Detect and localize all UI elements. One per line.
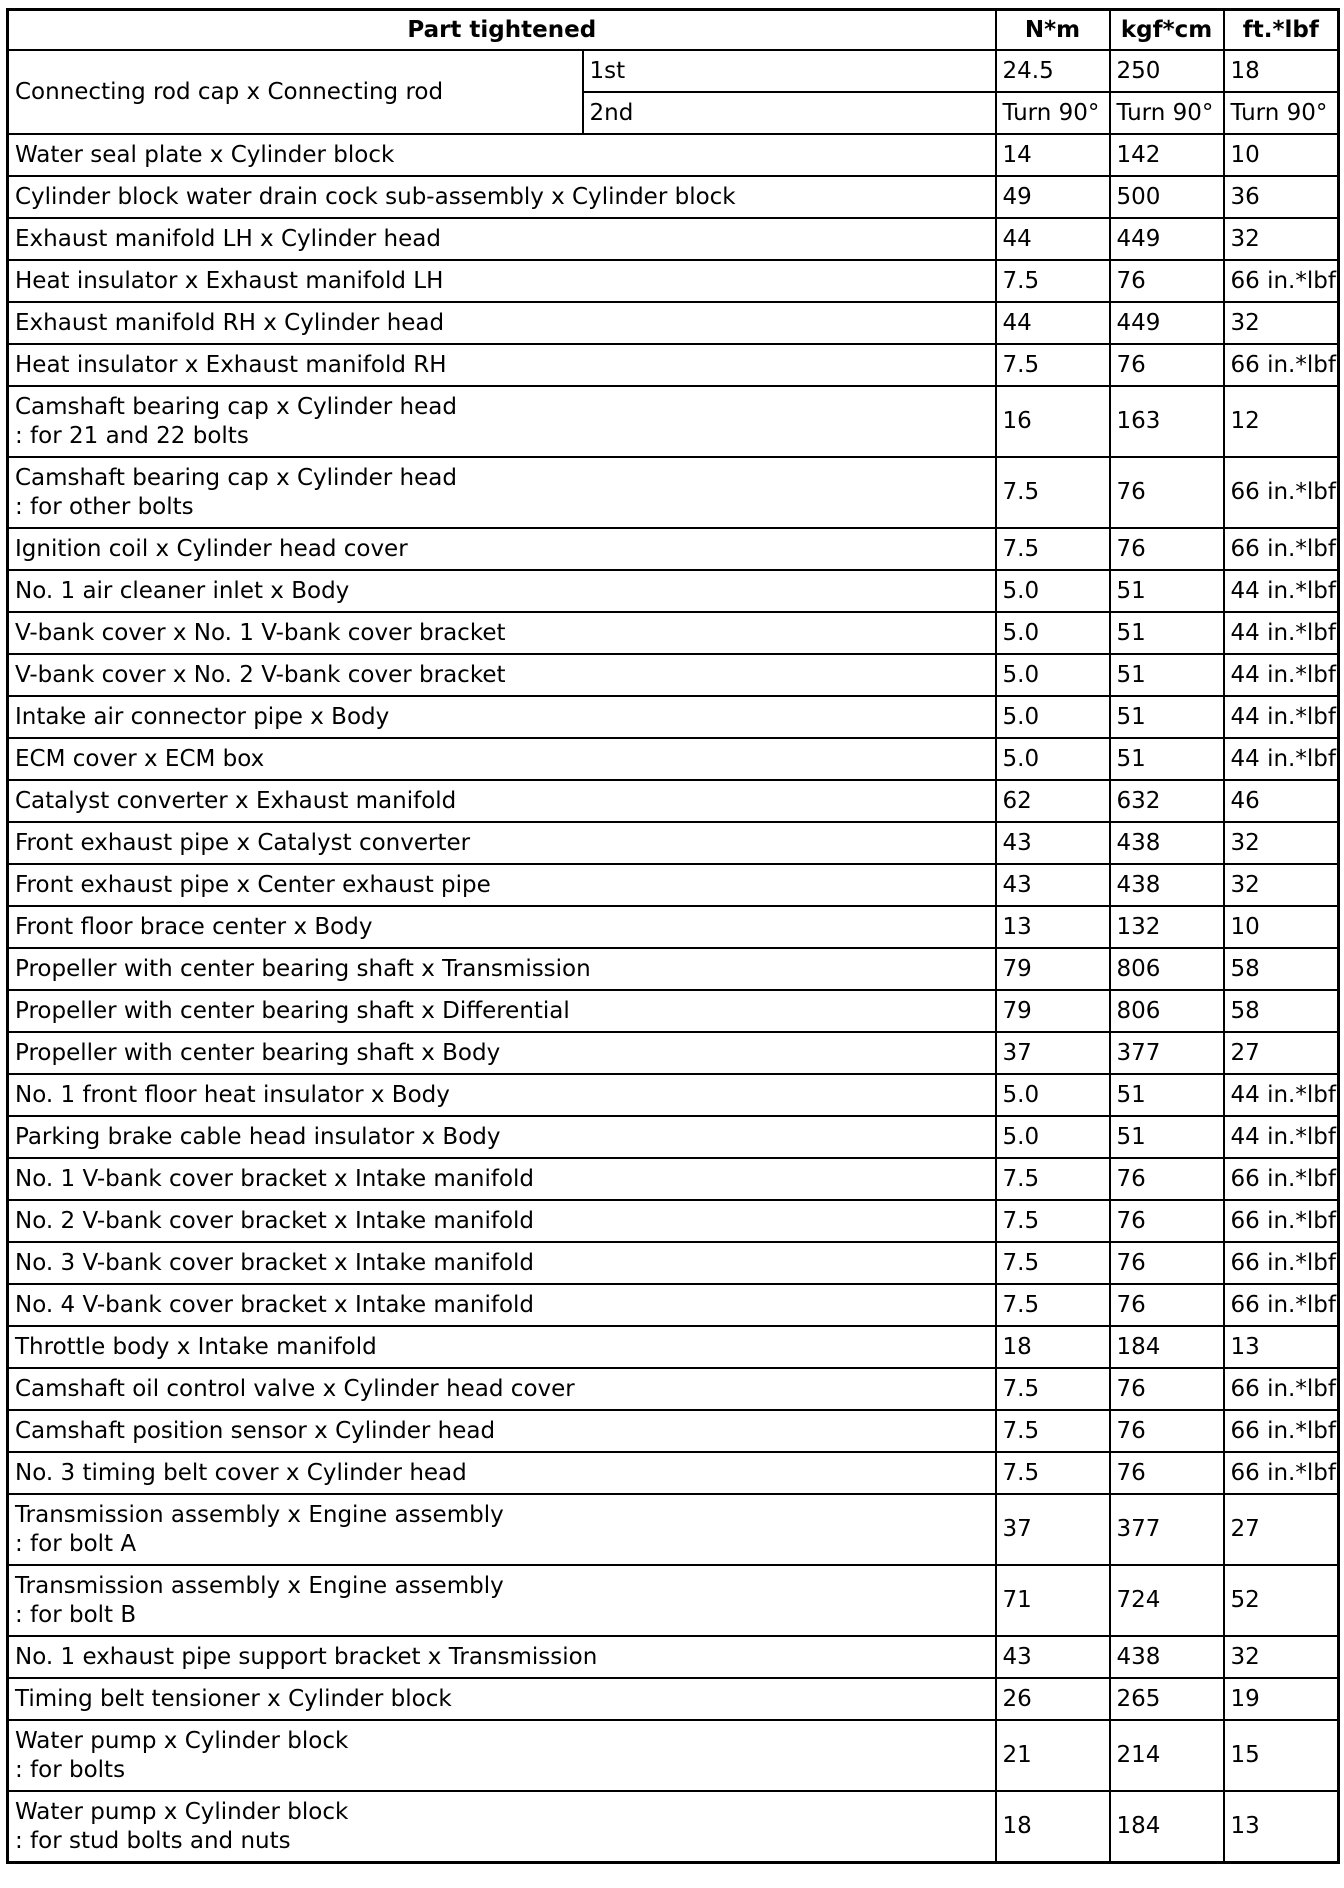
part-cell — [8, 864, 996, 906]
part-label: No. 1 front floor heat insulator x Body — [15, 1081, 450, 1108]
ft-lbf-cell: 27 — [1224, 1032, 1339, 1074]
part-cell — [8, 612, 996, 654]
part-label: ECM cover x ECM box — [15, 745, 265, 772]
kgf-cm-cell: 51 — [1110, 570, 1224, 612]
part-label: Transmission assembly x Engine assembly — [15, 1572, 504, 1599]
torque-spec-table — [6, 8, 1340, 1864]
part-note: : for bolt B — [15, 1601, 137, 1628]
nm-cell: 7.5 — [996, 457, 1110, 528]
ft-lbf-cell: 44 in.*lbf — [1224, 612, 1339, 654]
part-cell — [8, 1200, 996, 1242]
table-row — [8, 1452, 1339, 1494]
table-row — [8, 864, 1339, 906]
part-label: Exhaust manifold RH x Cylinder head — [15, 309, 445, 336]
part-cell — [8, 344, 996, 386]
part-label: Propeller with center bearing shaft x Body — [15, 1039, 501, 1066]
part-label: Transmission assembly x Engine assembly — [15, 1501, 504, 1528]
kgf-cm-cell: 76 — [1110, 1368, 1224, 1410]
kgf-cm-cell: 377 — [1110, 1032, 1224, 1074]
part-cell — [8, 1284, 996, 1326]
kgf-cm-cell: 806 — [1110, 948, 1224, 990]
header-nm: N*m — [996, 10, 1110, 51]
part-label: Water pump x Cylinder block — [15, 1727, 349, 1754]
part-label: Intake air connector pipe x Body — [15, 703, 390, 730]
nm-cell: 21 — [996, 1720, 1110, 1791]
part-label: Propeller with center bearing shaft x Differential — [15, 997, 570, 1024]
part-label: No. 2 V-bank cover bracket x Intake manifold — [15, 1207, 535, 1234]
nm-cell: 13 — [996, 906, 1110, 948]
ft-lbf-cell: 10 — [1224, 906, 1339, 948]
ft-lbf-cell: 66 in.*lbf — [1224, 457, 1339, 528]
part-cell — [8, 1720, 996, 1791]
part-label: No. 4 V-bank cover bracket x Intake manifold — [15, 1291, 535, 1318]
kgf-cm-cell: 438 — [1110, 822, 1224, 864]
table-row — [8, 1074, 1339, 1116]
nm-cell: 62 — [996, 780, 1110, 822]
part-cell — [8, 696, 996, 738]
kgf-cm-cell: 632 — [1110, 780, 1224, 822]
kgf-cm-cell: 76 — [1110, 457, 1224, 528]
part-cell — [8, 1494, 996, 1565]
part-cell — [8, 1032, 996, 1074]
table-row — [8, 528, 1339, 570]
table-row — [8, 50, 1339, 92]
kgf-cm-cell: 214 — [1110, 1720, 1224, 1791]
ft-lbf-cell: 27 — [1224, 1494, 1339, 1565]
part-cell — [8, 1678, 996, 1720]
kgf-cm-cell: 438 — [1110, 1636, 1224, 1678]
table-header-row — [8, 10, 1339, 51]
part-cell — [8, 134, 996, 176]
table-row — [8, 1791, 1339, 1863]
torque-spec-sheet — [6, 8, 1337, 1864]
nm-cell: 5.0 — [996, 738, 1110, 780]
part-label: Parking brake cable head insulator x Body — [15, 1123, 501, 1150]
table-row — [8, 906, 1339, 948]
ft-lbf-cell: 19 — [1224, 1678, 1339, 1720]
table-row — [8, 457, 1339, 528]
kgf-cm-cell: 76 — [1110, 1284, 1224, 1326]
nm-cell: 43 — [996, 864, 1110, 906]
part-label: No. 3 timing belt cover x Cylinder head — [15, 1459, 467, 1486]
table-row — [8, 1565, 1339, 1636]
nm-cell: 5.0 — [996, 1116, 1110, 1158]
kgf-cm-cell: 250 — [1110, 50, 1224, 92]
table-row — [8, 654, 1339, 696]
ft-lbf-cell: 44 in.*lbf — [1224, 696, 1339, 738]
kgf-cm-cell: 265 — [1110, 1678, 1224, 1720]
part-label: Throttle body x Intake manifold — [15, 1333, 377, 1360]
nm-cell: 7.5 — [996, 260, 1110, 302]
table-row — [8, 1158, 1339, 1200]
table-row — [8, 386, 1339, 457]
nm-cell: 79 — [996, 990, 1110, 1032]
part-label: Camshaft position sensor x Cylinder head — [15, 1417, 496, 1444]
kgf-cm-cell: 184 — [1110, 1791, 1224, 1863]
nm-cell: 44 — [996, 218, 1110, 260]
nm-cell: 43 — [996, 822, 1110, 864]
part-note: : for other bolts — [15, 493, 194, 520]
part-label: Exhaust manifold LH x Cylinder head — [15, 225, 441, 252]
nm-cell: 7.5 — [996, 1284, 1110, 1326]
part-label: Heat insulator x Exhaust manifold RH — [15, 351, 447, 378]
ft-lbf-cell: 66 in.*lbf — [1224, 1410, 1339, 1452]
table-row — [8, 1200, 1339, 1242]
ft-lbf-cell: 58 — [1224, 990, 1339, 1032]
part-cell — [8, 738, 996, 780]
table-row — [8, 1284, 1339, 1326]
table-row — [8, 1720, 1339, 1791]
part-cell — [8, 990, 996, 1032]
kgf-cm-cell: 163 — [1110, 386, 1224, 457]
nm-cell: Turn 90° — [996, 92, 1110, 134]
part-label: Camshaft bearing cap x Cylinder head — [15, 393, 457, 420]
part-label: No. 3 V-bank cover bracket x Intake manifold — [15, 1249, 535, 1276]
part-label: Timing belt tensioner x Cylinder block — [15, 1685, 452, 1712]
table-body — [8, 50, 1339, 1863]
ft-lbf-cell: 66 in.*lbf — [1224, 1452, 1339, 1494]
nm-cell: 7.5 — [996, 1452, 1110, 1494]
table-row — [8, 1242, 1339, 1284]
part-cell — [8, 260, 996, 302]
table-row — [8, 1410, 1339, 1452]
ft-lbf-cell: 52 — [1224, 1565, 1339, 1636]
part-cell — [8, 948, 996, 990]
ft-lbf-cell: 32 — [1224, 864, 1339, 906]
part-label: Cylinder block water drain cock sub-assembly x Cylinder block — [15, 183, 736, 210]
nm-cell: 7.5 — [996, 1410, 1110, 1452]
table-row — [8, 780, 1339, 822]
part-label: Front floor brace center x Body — [15, 913, 373, 940]
part-label: Camshaft oil control valve x Cylinder head cover — [15, 1375, 575, 1402]
nm-cell: 7.5 — [996, 1158, 1110, 1200]
part-label: Propeller with center bearing shaft x Transmission — [15, 955, 591, 982]
part-cell — [8, 176, 996, 218]
kgf-cm-cell: 76 — [1110, 344, 1224, 386]
ft-lbf-cell: 66 in.*lbf — [1224, 1200, 1339, 1242]
table-row — [8, 218, 1339, 260]
table-row — [8, 1116, 1339, 1158]
part-label: Front exhaust pipe x Catalyst converter — [15, 829, 471, 856]
ft-lbf-cell: 66 in.*lbf — [1224, 1242, 1339, 1284]
part-label: Water seal plate x Cylinder block — [15, 141, 395, 168]
ft-lbf-cell: Turn 90° — [1224, 92, 1339, 134]
ft-lbf-cell: 13 — [1224, 1326, 1339, 1368]
kgf-cm-cell: 806 — [1110, 990, 1224, 1032]
part-cell — [8, 1791, 996, 1863]
kgf-cm-cell: 132 — [1110, 906, 1224, 948]
ft-lbf-cell: 36 — [1224, 176, 1339, 218]
kgf-cm-cell: 76 — [1110, 1158, 1224, 1200]
kgf-cm-cell: 724 — [1110, 1565, 1224, 1636]
part-cell — [8, 457, 996, 528]
nm-cell: 7.5 — [996, 344, 1110, 386]
part-cell — [8, 1326, 996, 1368]
step-cell: 1st — [583, 50, 996, 92]
nm-cell: 7.5 — [996, 1242, 1110, 1284]
ft-lbf-cell: 66 in.*lbf — [1224, 1284, 1339, 1326]
nm-cell: 26 — [996, 1678, 1110, 1720]
kgf-cm-cell: 76 — [1110, 528, 1224, 570]
part-note: : for bolts — [15, 1756, 126, 1783]
ft-lbf-cell: 32 — [1224, 302, 1339, 344]
kgf-cm-cell: 51 — [1110, 1074, 1224, 1116]
part-cell — [8, 1636, 996, 1678]
part-cell — [8, 654, 996, 696]
kgf-cm-cell: 51 — [1110, 696, 1224, 738]
part-cell — [8, 1565, 996, 1636]
kgf-cm-cell: Turn 90° — [1110, 92, 1224, 134]
part-cell — [8, 1368, 996, 1410]
ft-lbf-cell: 44 in.*lbf — [1224, 654, 1339, 696]
ft-lbf-cell: 12 — [1224, 386, 1339, 457]
part-cell — [8, 218, 996, 260]
part-label: No. 1 air cleaner inlet x Body — [15, 577, 350, 604]
ft-lbf-cell: 46 — [1224, 780, 1339, 822]
kgf-cm-cell: 76 — [1110, 260, 1224, 302]
table-row — [8, 1326, 1339, 1368]
nm-cell: 49 — [996, 176, 1110, 218]
nm-cell: 43 — [996, 1636, 1110, 1678]
table-row — [8, 990, 1339, 1032]
step-cell: 2nd — [583, 92, 996, 134]
part-note: : for 21 and 22 bolts — [15, 422, 249, 449]
part-cell — [8, 1158, 996, 1200]
part-cell — [8, 386, 996, 457]
part-label: Front exhaust pipe x Center exhaust pipe — [15, 871, 491, 898]
kgf-cm-cell: 51 — [1110, 654, 1224, 696]
part-note: : for stud bolts and nuts — [15, 1827, 291, 1854]
part-cell — [8, 1074, 996, 1116]
kgf-cm-cell: 76 — [1110, 1200, 1224, 1242]
part-cell — [8, 906, 996, 948]
kgf-cm-cell: 76 — [1110, 1242, 1224, 1284]
table-row — [8, 1494, 1339, 1565]
nm-cell: 37 — [996, 1494, 1110, 1565]
part-label: Camshaft bearing cap x Cylinder head — [15, 464, 457, 491]
part-label: V-bank cover x No. 1 V-bank cover bracket — [15, 619, 506, 646]
kgf-cm-cell: 449 — [1110, 302, 1224, 344]
part-cell — [8, 528, 996, 570]
nm-cell: 5.0 — [996, 570, 1110, 612]
part-label: Heat insulator x Exhaust manifold LH — [15, 267, 444, 294]
part-cell — [8, 1116, 996, 1158]
part-cell — [8, 822, 996, 864]
part-label: Catalyst converter x Exhaust manifold — [15, 787, 457, 814]
kgf-cm-cell: 142 — [1110, 134, 1224, 176]
header-kgf-cm: kgf*cm — [1110, 10, 1224, 51]
part-note: : for bolt A — [15, 1530, 137, 1557]
ft-lbf-cell: 13 — [1224, 1791, 1339, 1863]
kgf-cm-cell: 51 — [1110, 612, 1224, 654]
kgf-cm-cell: 51 — [1110, 738, 1224, 780]
part-cell — [8, 780, 996, 822]
kgf-cm-cell: 76 — [1110, 1452, 1224, 1494]
table-row — [8, 612, 1339, 654]
table-row — [8, 1368, 1339, 1410]
ft-lbf-cell: 66 in.*lbf — [1224, 260, 1339, 302]
part-label: Ignition coil x Cylinder head cover — [15, 535, 408, 562]
ft-lbf-cell: 66 in.*lbf — [1224, 344, 1339, 386]
part-label: V-bank cover x No. 2 V-bank cover bracket — [15, 661, 506, 688]
ft-lbf-cell: 44 in.*lbf — [1224, 1116, 1339, 1158]
kgf-cm-cell: 449 — [1110, 218, 1224, 260]
kgf-cm-cell: 377 — [1110, 1494, 1224, 1565]
nm-cell: 14 — [996, 134, 1110, 176]
nm-cell: 16 — [996, 386, 1110, 457]
table-row — [8, 738, 1339, 780]
nm-cell: 37 — [996, 1032, 1110, 1074]
table-row — [8, 302, 1339, 344]
table-row — [8, 570, 1339, 612]
ft-lbf-cell: 66 in.*lbf — [1224, 1158, 1339, 1200]
part-cell — [8, 570, 996, 612]
part-label: No. 1 exhaust pipe support bracket x Transmission — [15, 1643, 598, 1670]
table-row — [8, 1636, 1339, 1678]
kgf-cm-cell: 76 — [1110, 1410, 1224, 1452]
nm-cell: 5.0 — [996, 654, 1110, 696]
table-row — [8, 176, 1339, 218]
table-row — [8, 1678, 1339, 1720]
ft-lbf-cell: 32 — [1224, 1636, 1339, 1678]
nm-cell: 44 — [996, 302, 1110, 344]
table-row — [8, 344, 1339, 386]
nm-cell: 7.5 — [996, 528, 1110, 570]
ft-lbf-cell: 58 — [1224, 948, 1339, 990]
nm-cell: 18 — [996, 1326, 1110, 1368]
part-cell — [8, 1242, 996, 1284]
kgf-cm-cell: 184 — [1110, 1326, 1224, 1368]
ft-lbf-cell: 32 — [1224, 218, 1339, 260]
ft-lbf-cell: 32 — [1224, 822, 1339, 864]
kgf-cm-cell: 51 — [1110, 1116, 1224, 1158]
ft-lbf-cell: 18 — [1224, 50, 1339, 92]
ft-lbf-cell: 66 in.*lbf — [1224, 1368, 1339, 1410]
table-row — [8, 948, 1339, 990]
nm-cell: 79 — [996, 948, 1110, 990]
table-row — [8, 822, 1339, 864]
nm-cell: 7.5 — [996, 1368, 1110, 1410]
ft-lbf-cell: 44 in.*lbf — [1224, 570, 1339, 612]
kgf-cm-cell: 500 — [1110, 176, 1224, 218]
ft-lbf-cell: 10 — [1224, 134, 1339, 176]
ft-lbf-cell: 44 in.*lbf — [1224, 738, 1339, 780]
header-part-tightened: Part tightened — [8, 10, 996, 51]
nm-cell: 71 — [996, 1565, 1110, 1636]
ft-lbf-cell: 66 in.*lbf — [1224, 528, 1339, 570]
nm-cell: 5.0 — [996, 696, 1110, 738]
part-cell — [8, 1410, 996, 1452]
nm-cell: 7.5 — [996, 1200, 1110, 1242]
nm-cell: 18 — [996, 1791, 1110, 1863]
header-ft-lbf: ft.*lbf — [1224, 10, 1339, 51]
part-cell: Connecting rod cap x Connecting rod — [8, 50, 583, 134]
nm-cell: 5.0 — [996, 1074, 1110, 1116]
kgf-cm-cell: 438 — [1110, 864, 1224, 906]
table-row — [8, 1032, 1339, 1074]
part-label: No. 1 V-bank cover bracket x Intake manifold — [15, 1165, 535, 1192]
table-row — [8, 134, 1339, 176]
part-cell — [8, 1452, 996, 1494]
nm-cell: 24.5 — [996, 50, 1110, 92]
nm-cell: 5.0 — [996, 612, 1110, 654]
table-row — [8, 696, 1339, 738]
ft-lbf-cell: 15 — [1224, 1720, 1339, 1791]
part-label: Water pump x Cylinder block — [15, 1798, 349, 1825]
part-cell — [8, 302, 996, 344]
table-row — [8, 260, 1339, 302]
ft-lbf-cell: 44 in.*lbf — [1224, 1074, 1339, 1116]
